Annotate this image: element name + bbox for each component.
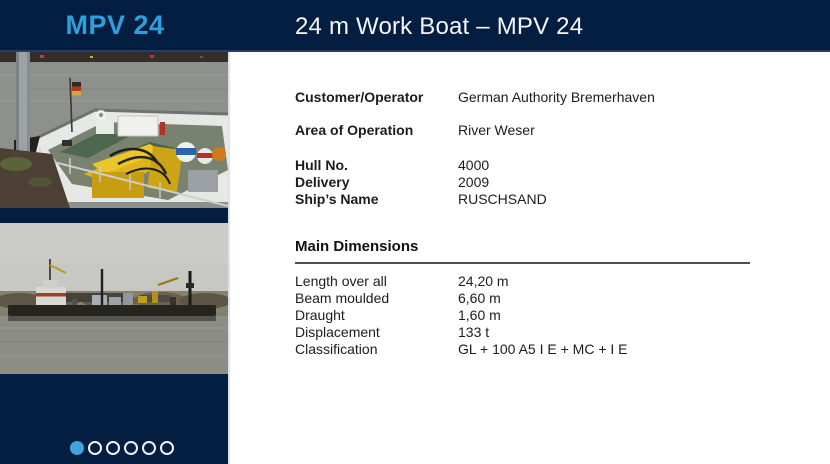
info-row	[295, 89, 790, 106]
info-row	[295, 122, 790, 139]
dimension-value: 133 t	[458, 324, 490, 340]
header-bar	[0, 0, 830, 52]
dimension-value: 24,20 m	[458, 273, 509, 289]
pagination-dot-2[interactable]	[88, 441, 102, 455]
field-value: River Weser	[458, 122, 535, 138]
boat-deck-illustration	[0, 52, 228, 208]
field-value: 2009	[458, 174, 490, 190]
dimension-label: Displacement	[295, 324, 380, 340]
dimension-value: 6,60 m	[458, 290, 501, 306]
field-label: Delivery	[295, 174, 350, 190]
model-badge: MPV 24	[65, 10, 165, 40]
field-label: Hull No.	[295, 157, 348, 173]
dimension-row	[295, 273, 790, 290]
dimension-label: Beam moulded	[295, 290, 390, 306]
dimension-label: Draught	[295, 307, 345, 323]
boat-river-illustration	[0, 223, 228, 374]
pagination-dot-1[interactable]	[70, 441, 84, 455]
section-title: Main Dimensions	[295, 238, 419, 255]
dimension-label: Length over all	[295, 273, 387, 289]
pagination-dots	[70, 441, 174, 455]
dimension-value: GL + 100 A5 I E + MC + I E	[458, 341, 628, 357]
pagination-dot-3[interactable]	[106, 441, 120, 455]
dimensions-table	[295, 273, 790, 358]
info-row	[295, 191, 790, 208]
content-area	[230, 52, 830, 464]
pagination-dot-6[interactable]	[160, 441, 174, 455]
dimension-row	[295, 307, 790, 324]
boat-river-photo	[0, 223, 228, 374]
boat-deck-photo	[0, 52, 228, 208]
dimension-row	[295, 324, 790, 341]
photo-sidebar	[0, 52, 230, 464]
info-table	[295, 89, 790, 208]
info-row	[295, 174, 790, 191]
field-label: Area of Operation	[295, 122, 414, 138]
dimension-label: Classification	[295, 341, 378, 357]
dimension-value: 1,60 m	[458, 307, 501, 323]
pagination-dot-4[interactable]	[124, 441, 138, 455]
dimension-row	[295, 341, 790, 358]
pagination-dot-5[interactable]	[142, 441, 156, 455]
section-divider	[295, 262, 750, 264]
field-value: RUSCHSAND	[458, 191, 547, 207]
dimension-row	[295, 290, 790, 307]
page-title: 24 m Work Boat – MPV 24	[295, 13, 584, 40]
field-value: German Authority Bremerhaven	[458, 89, 655, 105]
field-label: Customer/Operator	[295, 89, 424, 105]
field-label: Ship’s Name	[295, 191, 379, 207]
field-value: 4000	[458, 157, 490, 173]
info-row	[295, 157, 790, 174]
